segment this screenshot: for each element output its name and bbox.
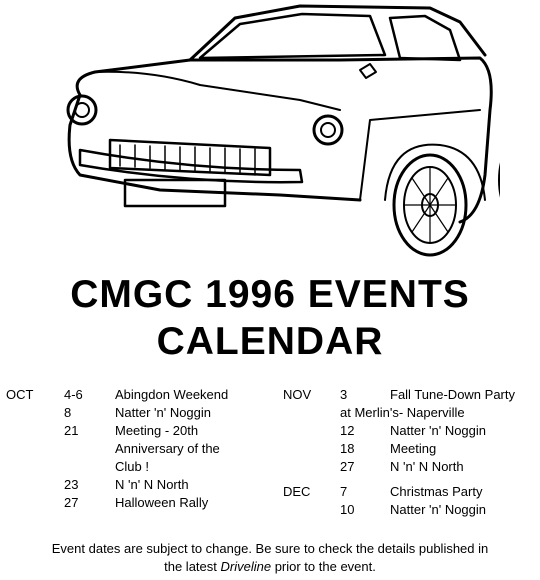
calendar-title-line1: CMGC 1996 EVENTS (70, 273, 470, 316)
event-date: 23 (64, 477, 79, 492)
event-name: Meeting (390, 441, 437, 456)
event-name-cont: Club ! (115, 459, 149, 474)
event-name: N 'n' N North (115, 477, 189, 492)
event-date: 4-6 (64, 387, 83, 402)
event-name: Abingdon Weekend (115, 387, 229, 402)
event-name: Natter 'n' Noggin (390, 423, 487, 438)
driveline-publication: Driveline (220, 559, 272, 574)
disclaimer (0, 540, 540, 576)
event-date: 27 (64, 495, 79, 510)
event-name-cont: Anniversary of the (115, 441, 220, 456)
calendar-title-line2: CALENDAR (156, 320, 384, 363)
event-date: 3 (340, 387, 348, 402)
month-nov: NOV (283, 387, 312, 402)
event-date: 12 (340, 423, 355, 438)
event-name: Fall Tune-Down Party (390, 387, 515, 402)
disclaimer-post: prior to the event. (271, 559, 376, 574)
event-date: 27 (340, 459, 355, 474)
event-name: Halloween Rally (115, 495, 209, 510)
disclaimer-pre: the latest (164, 559, 221, 574)
disclaimer-line1: Event dates are subject to change. Be sure to check the details published in (51, 541, 489, 556)
event-date: 8 (64, 405, 72, 420)
event-date: 18 (340, 441, 355, 456)
event-name: N 'n' N North (390, 459, 464, 474)
event-name: Natter 'n' Noggin (390, 502, 487, 517)
event-name: Christmas Party (390, 484, 483, 499)
event-date: 10 (340, 502, 355, 517)
event-name: Natter 'n' Noggin (115, 405, 212, 420)
disclaimer-line2 (0, 558, 540, 576)
event-date: 7 (340, 484, 348, 499)
event-date: 21 (64, 423, 79, 438)
month-dec: DEC (283, 484, 311, 499)
event-name-cont: at Merlin's- Naperville (340, 405, 465, 420)
month-oct: OCT (6, 387, 34, 402)
mg-car-illustration (40, 0, 500, 270)
event-name: Meeting - 20th (115, 423, 199, 438)
